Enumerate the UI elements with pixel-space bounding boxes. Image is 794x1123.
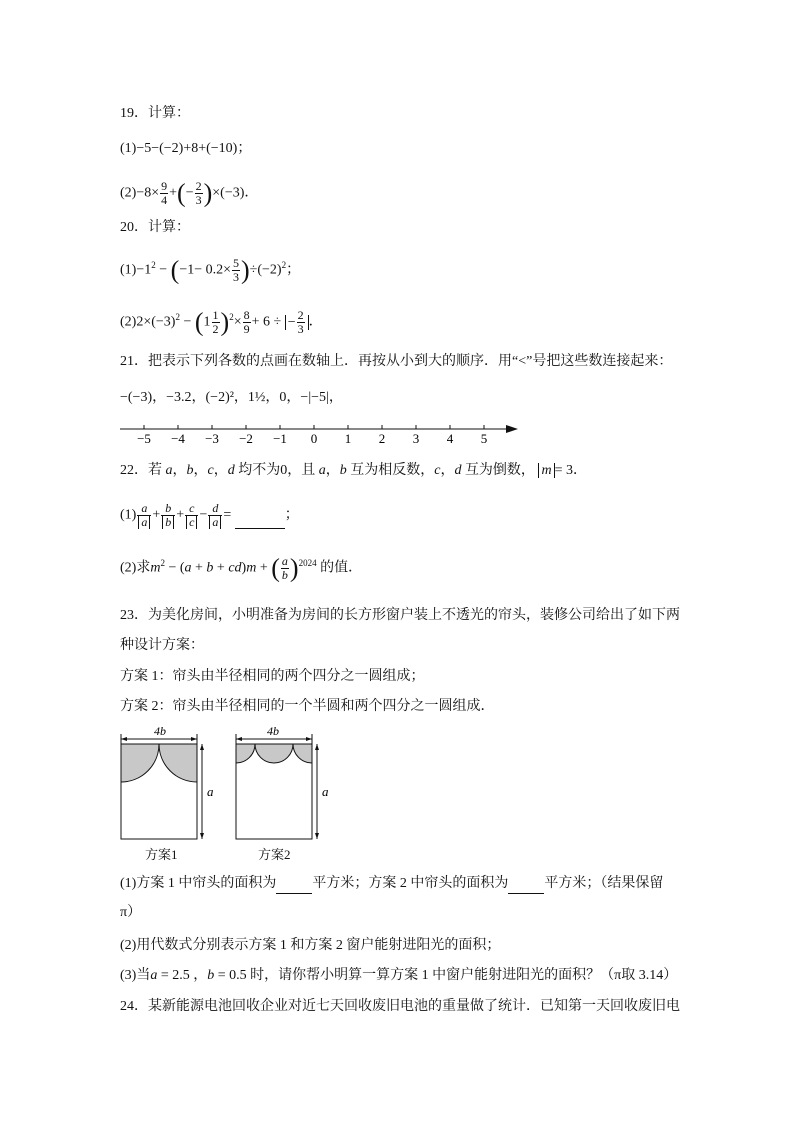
q19-part2: (2)−8× $\frac{9}{4}$ +(− $\frac{2}{3}$ )×(−3)． [120,178,259,208]
plan2-height-arrowhead-top [315,744,319,750]
plan1-width-label: 4b [154,724,166,738]
plan2-width-arrowhead-left [236,737,242,741]
plan2-height-arrowhead-bottom [315,833,319,839]
number-line-tick-label: 1 [344,431,352,446]
plan1-width-arrowhead-left [121,737,127,741]
number-line-tick-label: 2 [378,431,386,446]
q23-part1: (1)方案 1 中帘头的面积为 平方米；方案 2 中帘头的面积为 平方米；（结果保留 [120,874,663,894]
q23-part1-cont: π） [120,905,142,920]
q20-part2: $(2)2\times(-3)^2 - (1$ $\frac{1}{2}$ )$^2$× $\frac{8}{9}$ + 6 ÷ − $\frac{2}{3}$ ． [120,307,323,337]
q24-title: 24．某新能源电池回收企业对近七天回收废旧电池的重量做了统计．已知第一天回收废旧电 [120,999,680,1014]
q23-plan2: 方案 2：帘头由半径相同的一个半圆和两个四分之一圆组成． [120,699,495,714]
q23-title-line2: 种设计方案： [120,638,204,653]
plan1-figure [112,722,222,862]
q19-title: 19．计算： [120,106,190,121]
plan1-height-arrowhead-top [200,744,204,750]
number-line-arrow [506,425,518,433]
number-line-tick-label: 3 [412,431,420,446]
plan2-width-label: 4b [267,724,279,738]
number-line-tick-label: −3 [205,431,219,446]
q23-title-line1: 23．为美化房间，小明准备为房间的长方形窗户装上不透光的帘头，装修公司给出了如下两 [120,608,680,623]
number-line-tick-label: 5 [480,431,488,446]
number-line-tick-label: −1 [273,431,287,446]
q22-part1: (1) $\frac{a}{a}$ + $\frac{b}{b}$ + $\frac{c}{c}$ − $\frac{d}{a}$ = ； [120,501,299,529]
number-line [110,418,530,448]
plan2-width-arrowhead-right [306,737,312,741]
number-line-tick-label: −4 [171,431,185,446]
q22-part2: (2)求$m^2 - (a + b + cd)m$ + ( $\frac{a}{b}$ )$^{2024}$ 的值． [120,553,363,583]
plan2-figure [227,722,337,862]
q20-title: 20．计算： [120,220,190,235]
plan1-height-label: a [207,784,214,799]
answer-blank-plan2[interactable] [508,893,544,894]
q23-plan1: 方案 1：帘头由半径相同的两个四分之一圆组成； [120,669,425,684]
q23-part3: (3)当a = 2.5 ，b = 0.5 时，请你帮小明算一算方案 1 中窗户能射进阳光的面积？（π取 3.14） [120,968,678,983]
plan1-width-arrowhead-right [191,737,197,741]
plan2-label: 方案2 [258,847,291,862]
q20-part1: $(1)-1^2 - (-1- 0.2\times$ $\frac{5}{3}$ )$\div(-2)^2$； [120,255,301,285]
q21-title: 21．把表示下列各数的点画在数轴上．再按从小到大的顺序．用“<”号把这些数连接起来： [120,354,673,369]
plan1-label: 方案1 [145,847,178,862]
plan2-height-label: a [322,784,329,799]
plan1-height-arrowhead-bottom [200,833,204,839]
number-line-tick-label: 4 [446,431,454,446]
number-line-tick-label: −5 [137,431,151,446]
answer-blank-plan1[interactable] [276,893,312,894]
q22-title: 22．若 a，b，c，d 均不为0，且 a，b 互为相反数，c，d 互为倒数， m = 3． [120,463,587,478]
answer-blank[interactable] [235,528,285,529]
q21-numbers: −(−3)，−3.2，(−2)²，1½，0，−|−5|， [120,390,343,405]
number-line-tick-label: −2 [239,431,253,446]
number-line-tick-label: 0 [310,431,318,446]
q23-part2: (2)用代数式分别表示方案 1 和方案 2 窗户能射进阳光的面积； [120,938,501,953]
q19-part1: (1)−5−(−2)+8+(−10)； [120,141,252,156]
